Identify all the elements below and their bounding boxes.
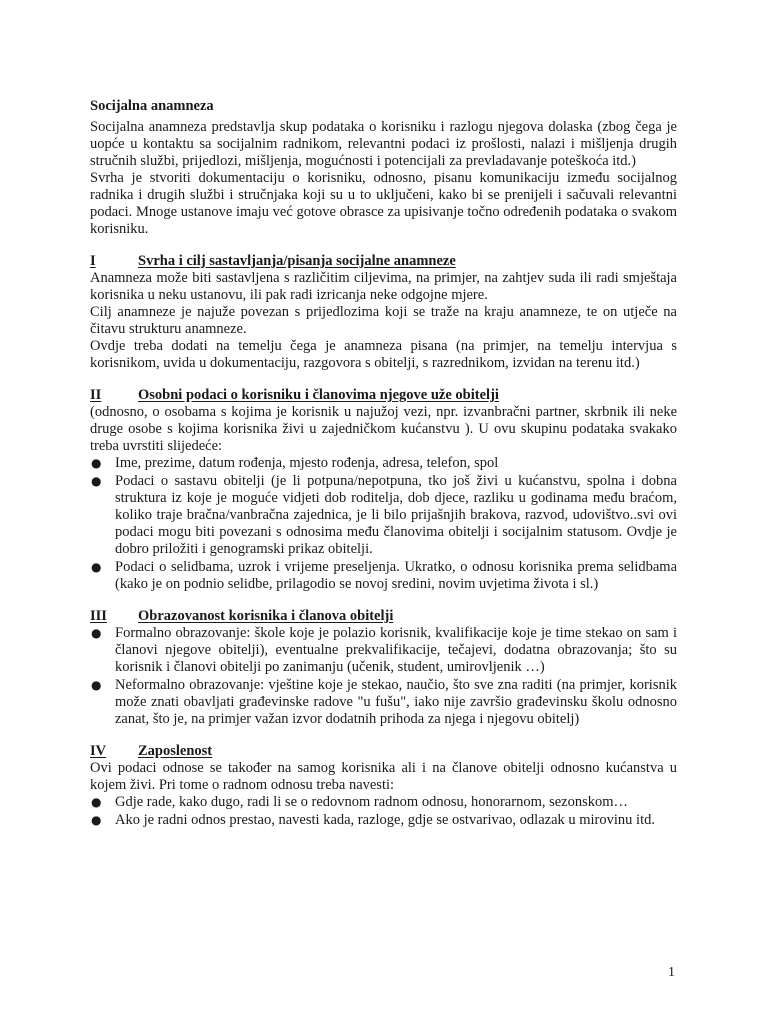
- list-item-text: Podaci o selidbama, uzrok i vrijeme preseljenja. Ukratko, o odnosu korisnika prema selidbama (kako je on podnio selidbe, prilagodio se novoj sredini, novim uvjetima života i sl.): [115, 559, 677, 592]
- intro-paragraph: Svrha je stvoriti dokumentaciju o korisniku, odnosno, pisanu komunikaciju između socijalnog radnika i drugih službi i stručnjaka koji su u to uključeni, kako bi se prenijeli i sačuvali relevantni podaci. Mnoge ustanove imaju već gotove obrasce za upisivanje točno određenih podataka o svakom korisniku.: [90, 170, 677, 237]
- section-number: II: [90, 387, 102, 403]
- bullet-icon: ●: [91, 456, 102, 470]
- section-heading: [90, 387, 677, 404]
- list-item: [90, 677, 677, 728]
- list-item: [90, 455, 677, 472]
- list-item: [90, 559, 677, 593]
- list-item-text: Podaci o sastavu obitelji (je li potpuna/nepotpuna, tko još živi u kućanstvu, spolna i dobna struktura iz koje je moguće vidjeti dob roditelja, dob djece, razliku u godinama među braćom, koliko traje bračna/vanbračna zajednica, je li bilo prijašnjih brakova, razvod, udovištvo..svi ovi podaci mogu biti povezani s odnosima među članovima obitelji i socijalnim statusom. Ovdje je dobro priložiti i genogramski prikaz obitelji.: [115, 473, 677, 557]
- list-item: [90, 812, 677, 829]
- list-item: [90, 473, 677, 558]
- bullet-icon: ●: [91, 560, 102, 574]
- bullet-list: [90, 625, 677, 728]
- section-paragraph: Anamneza može biti sastavljena s različitim ciljevima, na primjer, na zahtjev suda ili radi smještaja korisnika u neku ustanovu, ili pak radi izricanja neke odgojne mjere.: [90, 270, 677, 303]
- section-title: Osobni podaci o korisniku i članovima njegove uže obitelji: [138, 387, 499, 403]
- list-item: [90, 625, 677, 676]
- list-item-text: Ime, prezime, datum rođenja, mjesto rođenja, adresa, telefon, spol: [115, 455, 499, 471]
- section-paragraph: (odnosno, o osobama s kojima je korisnik u najužoj vezi, npr. izvanbračni partner, skrbnik ili neke druge osobe s kojima korisnika živi u zajedničkom kućanstvu ). U ovu skupinu podataka svakako treba uvrstiti slijedeće:: [90, 404, 677, 454]
- section-number: IV: [90, 743, 107, 759]
- section-title: Zaposlenost: [138, 743, 213, 759]
- section-paragraph: Ovi podaci odnose se također na samog korisnika ali i na članove obitelji odnosno kućanstva u kojem živi. Pri tome o radnom odnosu treba navesti:: [90, 760, 677, 793]
- document-page: [90, 98, 677, 830]
- section-number: III: [90, 608, 107, 624]
- document-title: Socijalna anamneza: [90, 98, 214, 114]
- bullet-icon: ●: [91, 813, 102, 827]
- bullet-list: [90, 794, 677, 829]
- section-heading: [90, 743, 677, 760]
- bullet-icon: ●: [91, 474, 102, 488]
- bullet-icon: ●: [91, 795, 102, 809]
- section-education: [90, 608, 677, 728]
- section-paragraph: Ovdje treba dodati na temelju čega je anamneza pisana (na primjer, na temelju intervjua s korisnikom, uvida u dokumentaciju, razgovora s obitelji, s razrednikom, izvidan na terenu itd.): [90, 338, 677, 371]
- intro-paragraph: Socijalna anamneza predstavlja skup podataka o korisniku i razlogu njegova dolaska (zbog čega je uopće u kontaktu sa socijalnim radnikom, relevantni podaci iz prošlosti, nalazi i mišljenja drugih stručnih službi, prijedlozi, mišljenja, mogućnosti i potencijali za prevladavanje poteškoća itd.): [90, 119, 677, 169]
- section-number: I: [90, 253, 96, 269]
- section-purpose: [90, 253, 677, 372]
- section-heading: [90, 608, 677, 625]
- section-personal-data: [90, 387, 677, 593]
- list-item-text: Ako je radni odnos prestao, navesti kada, razloge, gdje se ostvarivao, odlazak u mirovinu itd.: [115, 812, 655, 828]
- bullet-icon: ●: [91, 626, 102, 640]
- section-heading: [90, 253, 677, 270]
- section-title: Svrha i cilj sastavljanja/pisanja socijalne anamneze: [138, 253, 456, 269]
- bullet-list: [90, 455, 677, 593]
- bullet-icon: ●: [91, 678, 102, 692]
- list-item-text: Gdje rade, kako dugo, radi li se o redovnom radnom odnosu, honorarnom, sezonskom…: [115, 794, 629, 810]
- section-employment: [90, 743, 677, 829]
- page-number: 1: [668, 965, 675, 980]
- list-item: [90, 794, 677, 811]
- list-item-text: Neformalno obrazovanje: vještine koje je stekao, naučio, što sve zna raditi (na primjer, korisnik može znati obavljati građevinske radove "u fušu", iako nije završio građevinsku školu odnosno zanat, što je, na primjer važan izvor dodatnih prihoda za njega i njegovu obitelj): [115, 677, 677, 727]
- section-title: Obrazovanost korisnika i članova obitelji: [138, 608, 394, 624]
- section-paragraph: Cilj anamneze je najuže povezan s prijedlozima koji se traže na kraju anamneze, te on utječe na čitavu strukturu anamneze.: [90, 304, 677, 337]
- list-item-text: Formalno obrazovanje: škole koje je polazio korisnik, kvalifikacije koje je time stekao on sam i članovi njegove obitelji), eventualne prekvalifikacije, tečajevi, dodatna obrazovanja; što su korisnik i članovi obitelji po zanimanju (učenik, student, umirovljenik …): [115, 625, 677, 675]
